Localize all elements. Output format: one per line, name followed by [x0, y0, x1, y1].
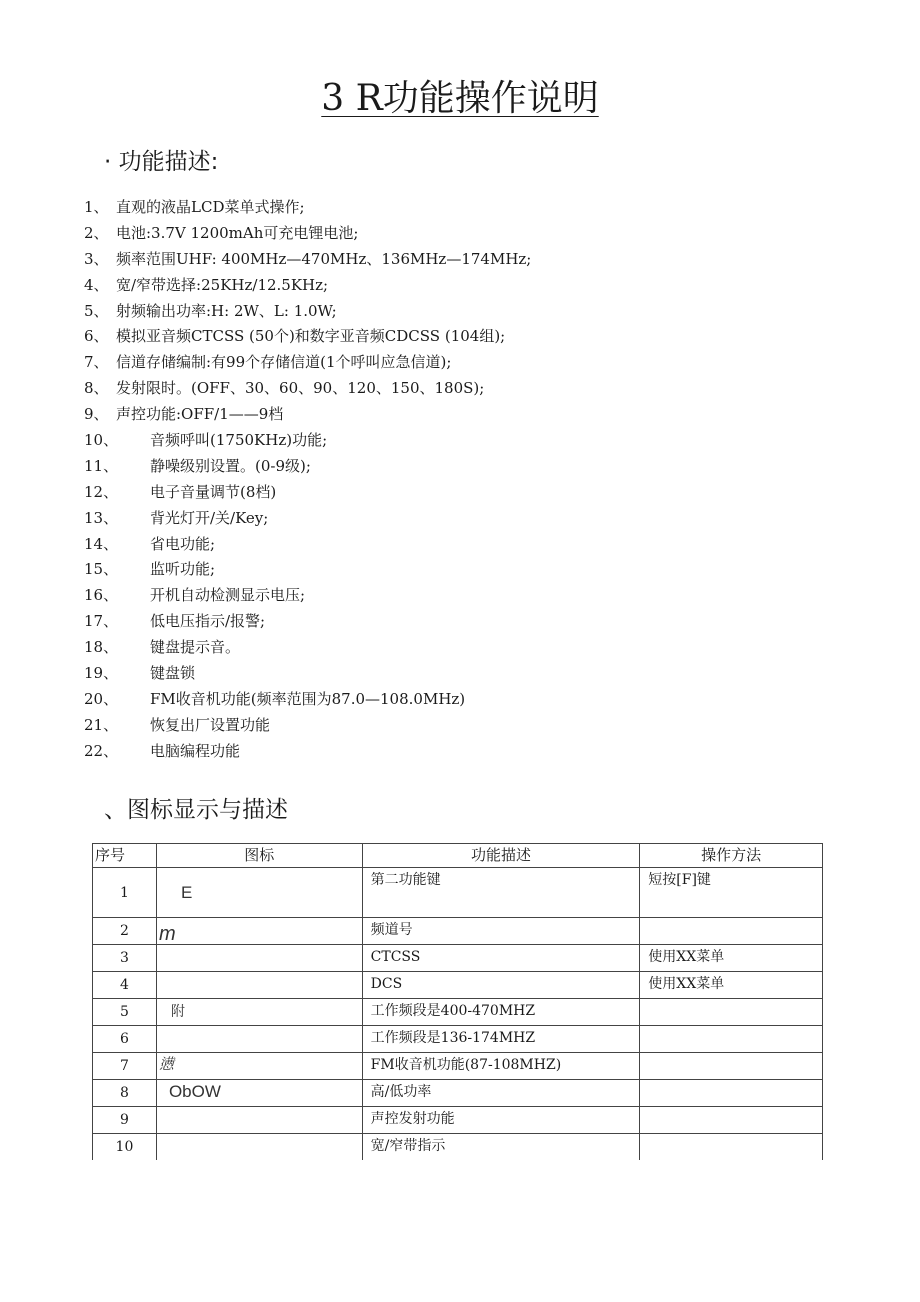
table-row: [93, 1134, 823, 1161]
uhf-band-icon: 附: [156, 999, 362, 1026]
cell-no: 2: [93, 918, 157, 945]
item-number: 12、: [84, 482, 119, 501]
item-text: 音频呼叫(1750KHz)功能;: [150, 431, 328, 450]
cell-method: [640, 918, 823, 945]
item-text: 发射限时。(OFF、30、60、90、120、150、180S);: [116, 379, 485, 398]
section-heading-features: · 功能描述:: [104, 149, 219, 175]
table-row: [93, 1026, 823, 1053]
table-row: [93, 868, 823, 918]
item-number: 8、: [84, 379, 109, 398]
item-text: 射频输出功率:H: 2W、L: 1.0W;: [116, 301, 337, 320]
cell-desc: FM收音机功能(87-108MHZ): [362, 1053, 640, 1080]
item-text: FM收音机功能(频率范围为87.0—108.0MHz): [150, 689, 466, 708]
item-text: 键盘提示音。: [150, 638, 241, 657]
cell-no: 3: [93, 945, 157, 972]
document-title: 3 R功能操作说明: [321, 78, 599, 119]
item-number: 15、: [84, 560, 119, 579]
item-text: 直观的液晶LCD菜单式操作;: [116, 198, 305, 216]
cell-method: [640, 1026, 823, 1053]
f-icon: E: [156, 868, 362, 918]
item-text: 开机自动检测显示电压;: [150, 586, 306, 605]
cell-no: 8: [93, 1080, 157, 1107]
ctcss-icon: [156, 945, 362, 972]
item-text: 背光灯开/关/Key;: [150, 508, 269, 527]
cell-desc: 工作频段是136-174MHZ: [362, 1026, 640, 1053]
dcs-icon: [156, 972, 362, 999]
item-number: 6、: [84, 327, 109, 346]
item-number: 2、: [84, 223, 109, 242]
table-row: [93, 1080, 823, 1107]
cell-desc: DCS: [362, 972, 640, 999]
item-number: 5、: [84, 301, 109, 320]
cell-desc: 第二功能键: [362, 868, 640, 918]
table-row: [93, 999, 823, 1026]
header-desc: 功能描述: [362, 844, 640, 868]
item-number: 21、: [84, 715, 119, 734]
fm-radio-icon: 懑: [156, 1053, 362, 1080]
channel-icon: m: [156, 918, 362, 945]
item-number: 10、: [84, 431, 119, 450]
item-text: 监听功能;: [150, 560, 216, 579]
table-row: [93, 918, 823, 945]
item-number: 20、: [84, 689, 119, 708]
table-row: [93, 1107, 823, 1134]
item-text: 电脑编程功能: [150, 741, 241, 760]
bandwidth-icon: [156, 1134, 362, 1161]
cell-no: 1: [93, 868, 157, 918]
icon-table: [92, 843, 823, 1160]
header-no: 序号: [93, 844, 157, 868]
cell-desc: 宽/窄带指示: [362, 1134, 640, 1161]
item-number: 22、: [84, 741, 119, 760]
table-header-row: [93, 844, 823, 868]
cell-no: 6: [93, 1026, 157, 1053]
cell-desc: 声控发射功能: [362, 1107, 640, 1134]
table-row: [93, 1053, 823, 1080]
cell-method: [640, 1053, 823, 1080]
cell-method: [640, 1134, 823, 1161]
section-heading-icons: 、图标显示与描述: [104, 797, 288, 823]
item-number: 3、: [84, 249, 109, 268]
item-text: 声控功能:OFF/1——9档: [116, 405, 284, 424]
cell-desc: 频道号: [362, 918, 640, 945]
cell-method: [640, 1107, 823, 1134]
table-row: [93, 945, 823, 972]
item-number: 7、: [84, 353, 109, 372]
vhf-band-icon: [156, 1026, 362, 1053]
vox-icon: [156, 1107, 362, 1134]
item-text: 电子音量调节(8档): [150, 482, 277, 501]
cell-no: 9: [93, 1107, 157, 1134]
cell-no: 7: [93, 1053, 157, 1080]
item-number: 17、: [84, 612, 119, 631]
item-number: 1、: [84, 198, 109, 216]
cell-no: 10: [93, 1134, 157, 1161]
item-text: 静噪级别设置。(0-9级);: [150, 456, 311, 475]
item-text: 信道存储编制:有99个存储信道(1个呼叫应急信道);: [116, 353, 452, 372]
item-text: 低电压指示/报警;: [150, 612, 266, 631]
item-number: 4、: [84, 275, 109, 294]
item-text: 键盘锁: [150, 664, 196, 683]
header-icon: 图标: [156, 844, 362, 868]
power-level-icon: ObOW: [156, 1080, 362, 1107]
cell-desc: 工作频段是400-470MHZ: [362, 999, 640, 1026]
item-number: 19、: [84, 664, 119, 683]
item-number: 13、: [84, 508, 119, 527]
cell-method: 使用XX菜单: [640, 945, 823, 972]
cell-desc: 高/低功率: [362, 1080, 640, 1107]
cell-no: 5: [93, 999, 157, 1026]
item-text: 恢复出厂设置功能: [150, 715, 271, 734]
cell-method: [640, 999, 823, 1026]
item-number: 14、: [84, 534, 119, 553]
cell-method: [640, 1080, 823, 1107]
cell-desc: CTCSS: [362, 945, 640, 972]
cell-method: 使用XX菜单: [640, 972, 823, 999]
header-method: 操作方法: [640, 844, 823, 868]
item-text: 模拟亚音频CTCSS (50个)和数字亚音频CDCSS (104组);: [116, 327, 506, 346]
item-number: 11、: [84, 456, 119, 475]
item-number: 18、: [84, 638, 119, 657]
item-number: 16、: [84, 586, 119, 605]
item-text: 频率范围UHF: 400MHz—470MHz、136MHz—174MHz;: [116, 249, 532, 268]
cell-no: 4: [93, 972, 157, 999]
table-row: [93, 972, 823, 999]
item-number: 9、: [84, 405, 109, 424]
item-text: 电池:3.7V 1200mAh可充电锂电池;: [116, 223, 359, 242]
item-text: 宽/窄带选择:25KHz/12.5KHz;: [116, 275, 329, 294]
item-text: 省电功能;: [150, 534, 216, 553]
cell-method: 短按[F]键: [640, 868, 823, 918]
